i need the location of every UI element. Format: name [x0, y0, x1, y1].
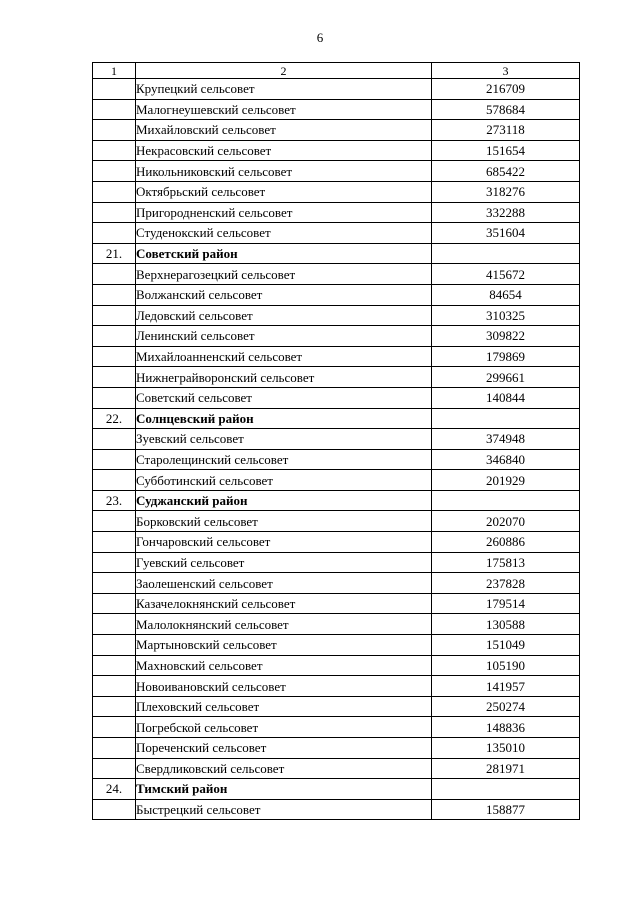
row-number-cell: 24.	[93, 779, 136, 800]
table-row	[93, 79, 580, 100]
value-cell: 273118	[432, 120, 580, 141]
district-row	[93, 779, 580, 800]
settlement-name-cell: Субботинский сельсовет	[136, 470, 432, 491]
row-number-cell	[93, 120, 136, 141]
row-number-cell	[93, 717, 136, 738]
value-cell: 175813	[432, 552, 580, 573]
value-cell: 179869	[432, 346, 580, 367]
row-number-cell: 21.	[93, 243, 136, 264]
value-cell: 332288	[432, 202, 580, 223]
settlement-name-cell: Никольниковский сельсовет	[136, 161, 432, 182]
table-row	[93, 511, 580, 532]
district-row	[93, 408, 580, 429]
value-cell	[432, 779, 580, 800]
value-cell: 130588	[432, 614, 580, 635]
settlement-name-cell: Свердликовский сельсовет	[136, 758, 432, 779]
table-row	[93, 532, 580, 553]
row-number-cell: 22.	[93, 408, 136, 429]
table-row	[93, 758, 580, 779]
row-number-cell	[93, 552, 136, 573]
row-number-cell	[93, 532, 136, 553]
value-cell: 346840	[432, 449, 580, 470]
row-number-cell	[93, 202, 136, 223]
row-number-cell	[93, 799, 136, 820]
row-number-cell	[93, 676, 136, 697]
settlement-name-cell: Михайлоанненский сельсовет	[136, 346, 432, 367]
table-row	[93, 593, 580, 614]
district-row	[93, 490, 580, 511]
table-row	[93, 655, 580, 676]
table-row	[93, 120, 580, 141]
row-number-cell	[93, 573, 136, 594]
table-row	[93, 738, 580, 759]
district-name-cell: Советский район	[136, 243, 432, 264]
table-row	[93, 99, 580, 120]
row-number-cell: 23.	[93, 490, 136, 511]
value-cell: 250274	[432, 696, 580, 717]
settlement-name-cell: Нижнеграйворонский сельсовет	[136, 367, 432, 388]
district-row	[93, 243, 580, 264]
table-row	[93, 181, 580, 202]
value-cell: 151654	[432, 140, 580, 161]
row-number-cell	[93, 635, 136, 656]
value-cell	[432, 490, 580, 511]
table-row	[93, 449, 580, 470]
settlement-name-cell: Михайловский сельсовет	[136, 120, 432, 141]
table-row	[93, 552, 580, 573]
table-row	[93, 429, 580, 450]
value-cell: 685422	[432, 161, 580, 182]
row-number-cell	[93, 655, 136, 676]
row-number-cell	[93, 99, 136, 120]
value-cell: 310325	[432, 305, 580, 326]
settlement-name-cell: Мартыновский сельсовет	[136, 635, 432, 656]
table-row	[93, 346, 580, 367]
settlement-name-cell: Некрасовский сельсовет	[136, 140, 432, 161]
value-cell: 158877	[432, 799, 580, 820]
row-number-cell	[93, 264, 136, 285]
table-row	[93, 573, 580, 594]
settlement-name-cell: Махновский сельсовет	[136, 655, 432, 676]
settlement-name-cell: Пригородненский сельсовет	[136, 202, 432, 223]
table-row	[93, 284, 580, 305]
table-row	[93, 264, 580, 285]
settlement-name-cell: Советский сельсовет	[136, 387, 432, 408]
settlement-name-cell: Быстрецкий сельсовет	[136, 799, 432, 820]
row-number-cell	[93, 738, 136, 759]
settlement-name-cell: Старолещинский сельсовет	[136, 449, 432, 470]
row-number-cell	[93, 305, 136, 326]
row-number-cell	[93, 284, 136, 305]
value-cell: 148836	[432, 717, 580, 738]
value-cell	[432, 243, 580, 264]
row-number-cell	[93, 470, 136, 491]
value-cell: 351604	[432, 223, 580, 244]
row-number-cell	[93, 367, 136, 388]
table-row	[93, 223, 580, 244]
page-number: 6	[316, 30, 324, 45]
row-number-cell	[93, 181, 136, 202]
settlement-name-cell: Гуевский сельсовет	[136, 552, 432, 573]
header-cell-2: 2	[136, 63, 432, 79]
value-cell: 299661	[432, 367, 580, 388]
settlements-table	[92, 62, 580, 820]
value-cell: 216709	[432, 79, 580, 100]
table-row	[93, 635, 580, 656]
table-row	[93, 696, 580, 717]
settlement-name-cell: Верхнерагозецкий сельсовет	[136, 264, 432, 285]
value-cell: 202070	[432, 511, 580, 532]
settlement-name-cell: Ленинский сельсовет	[136, 326, 432, 347]
settlement-name-cell: Крупецкий сельсовет	[136, 79, 432, 100]
value-cell: 281971	[432, 758, 580, 779]
value-cell: 141957	[432, 676, 580, 697]
settlement-name-cell: Гончаровский сельсовет	[136, 532, 432, 553]
value-cell: 84654	[432, 284, 580, 305]
settlement-name-cell: Борковский сельсовет	[136, 511, 432, 532]
value-cell: 309822	[432, 326, 580, 347]
value-cell: 578684	[432, 99, 580, 120]
value-cell: 374948	[432, 429, 580, 450]
table-row	[93, 676, 580, 697]
value-cell: 201929	[432, 470, 580, 491]
table-row	[93, 470, 580, 491]
value-cell: 318276	[432, 181, 580, 202]
table-row	[93, 161, 580, 182]
value-cell: 415672	[432, 264, 580, 285]
row-number-cell	[93, 758, 136, 779]
header-cell-3: 3	[432, 63, 580, 79]
value-cell: 105190	[432, 655, 580, 676]
value-cell: 260886	[432, 532, 580, 553]
settlement-name-cell: Волжанский сельсовет	[136, 284, 432, 305]
table-row	[93, 614, 580, 635]
settlement-name-cell: Малолокнянский сельсовет	[136, 614, 432, 635]
settlement-name-cell: Студенокский сельсовет	[136, 223, 432, 244]
row-number-cell	[93, 161, 136, 182]
settlement-name-cell: Октябрьский сельсовет	[136, 181, 432, 202]
settlement-name-cell: Погребской сельсовет	[136, 717, 432, 738]
table-row	[93, 326, 580, 347]
table-body	[93, 63, 580, 820]
district-name-cell: Солнцевский район	[136, 408, 432, 429]
value-cell: 237828	[432, 573, 580, 594]
row-number-cell	[93, 140, 136, 161]
row-number-cell	[93, 696, 136, 717]
value-cell: 151049	[432, 635, 580, 656]
table-row	[93, 202, 580, 223]
value-cell: 179514	[432, 593, 580, 614]
row-number-cell	[93, 326, 136, 347]
table-row	[93, 387, 580, 408]
table-header-row	[93, 63, 580, 79]
table-row	[93, 367, 580, 388]
row-number-cell	[93, 429, 136, 450]
value-cell	[432, 408, 580, 429]
row-number-cell	[93, 79, 136, 100]
table-row	[93, 140, 580, 161]
value-cell: 135010	[432, 738, 580, 759]
value-cell: 140844	[432, 387, 580, 408]
row-number-cell	[93, 346, 136, 367]
row-number-cell	[93, 223, 136, 244]
row-number-cell	[93, 387, 136, 408]
table-row	[93, 717, 580, 738]
district-name-cell: Суджанский район	[136, 490, 432, 511]
table-row	[93, 305, 580, 326]
row-number-cell	[93, 511, 136, 532]
settlement-name-cell: Заолешенский сельсовет	[136, 573, 432, 594]
header-cell-1: 1	[93, 63, 136, 79]
settlement-name-cell: Малогнеушевский сельсовет	[136, 99, 432, 120]
settlement-name-cell: Казачелокнянский сельсовет	[136, 593, 432, 614]
settlement-name-cell: Новоивановский сельсовет	[136, 676, 432, 697]
settlement-name-cell: Зуевский сельсовет	[136, 429, 432, 450]
settlement-name-cell: Плеховский сельсовет	[136, 696, 432, 717]
row-number-cell	[93, 449, 136, 470]
district-name-cell: Тимский район	[136, 779, 432, 800]
row-number-cell	[93, 593, 136, 614]
table-row	[93, 799, 580, 820]
row-number-cell	[93, 614, 136, 635]
settlement-name-cell: Ледовский сельсовет	[136, 305, 432, 326]
settlement-name-cell: Пореченский сельсовет	[136, 738, 432, 759]
